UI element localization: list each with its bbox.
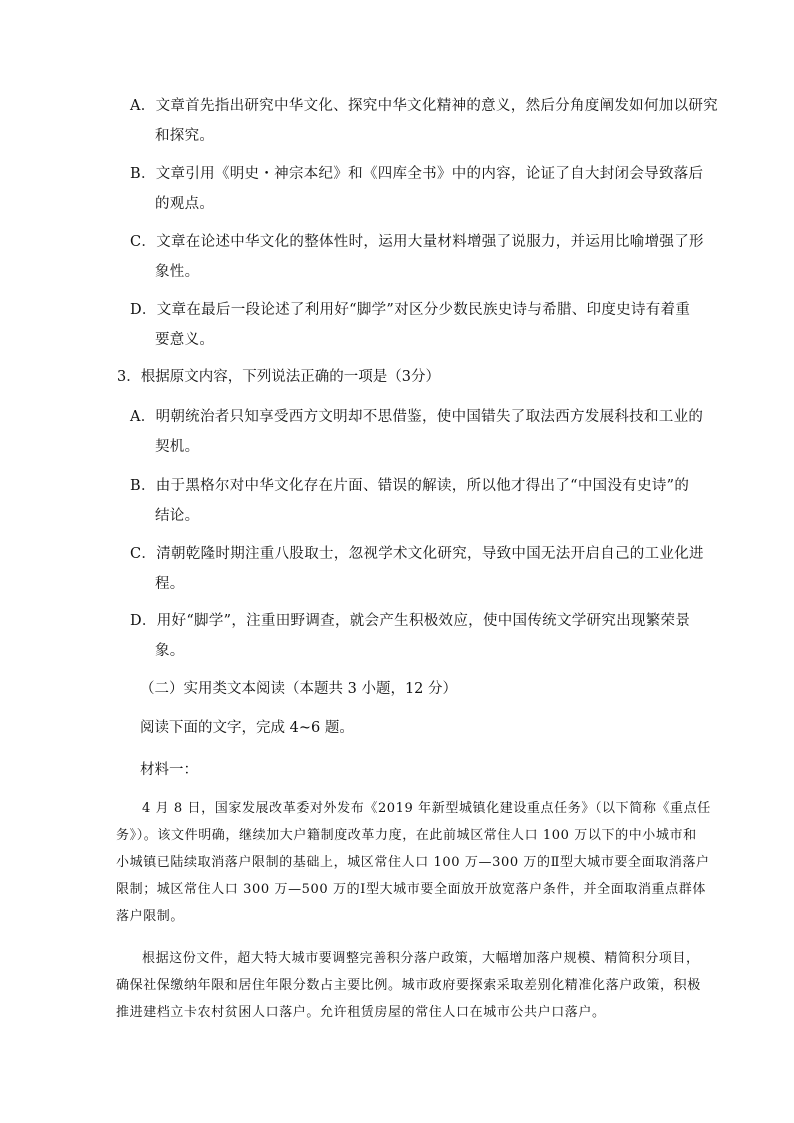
material-paragraph-1 — [116, 795, 711, 930]
q2-option-a — [130, 91, 718, 151]
paragraph-line: 落户限制。 — [116, 909, 185, 924]
option-text: C．文章在论述中华文化的整体性时，运用大量材料增强了说服力，并运用比喻增强了形 — [130, 234, 704, 250]
option-text-continued: 象。 — [155, 643, 185, 659]
paragraph-line: 限制；城区常住人口 300 万—500 万的Ⅰ型大城市要全面放开放宽落户条件，并全面取消重点群体 — [116, 882, 706, 897]
option-text-continued: 象性。 — [155, 264, 200, 280]
paragraph-line: 推进建档立卡农村贫困人口落户。允许租赁房屋的常住人口在城市公共户口落户。 — [116, 1005, 606, 1020]
q3-option-c — [130, 539, 704, 599]
q2-option-c — [130, 227, 704, 287]
option-text: C．清朝乾隆时期注重八股取士，忽视学术文化研究，导致中国无法开启自己的工业化进 — [130, 546, 704, 562]
option-text-continued: 和探究。 — [155, 128, 215, 144]
reading-instruction: 阅读下面的文字，完成 4~6 题。 — [140, 720, 354, 736]
paragraph-line: 4 月 8 日，国家发展改革委对外发布《2019 年新型城镇化建设重点任务》（以下简称《重点任 — [142, 801, 711, 816]
option-text-continued: 要意义。 — [155, 332, 215, 348]
option-text: B．文章引用《明史・神宗本纪》和《四库全书》中的内容，论证了自大封闭会导致落后 — [130, 166, 704, 182]
section-heading: （二）实用类文本阅读（本题共 3 小题，12 分） — [140, 681, 458, 697]
q3-option-d — [130, 606, 690, 666]
paragraph-line: 确保社保缴纳年限和居住年限分数占主要比例。城市政府要探索采取差别化精准化落户政策，积极 — [116, 978, 701, 993]
question-3-stem: 3．根据原文内容，下列说法正确的一项是（3分） — [117, 369, 440, 385]
option-text: A．明朝统治者只知享受西方文明却不思借鉴，使中国错失了取法西方发展科技和工业的 — [130, 409, 704, 425]
material-label: 材料一： — [140, 762, 198, 778]
paragraph-line: 务》）。该文件明确，继续加大户籍制度改革力度，在此前城区常住人口 100 万以下的中小城市和 — [116, 828, 697, 843]
paragraph-line: 小城镇已陆续取消落户限制的基础上，城区常住人口 100 万—300 万的Ⅱ型大城市要全面取消落户 — [116, 855, 710, 870]
material-paragraph-2 — [116, 945, 701, 1026]
option-text: D．文章在最后一段论述了利用好“脚学”对区分少数民族史诗与希腊、印度史诗有着重 — [130, 302, 691, 318]
option-text-continued: 的观点。 — [155, 196, 215, 212]
option-text: D．用好“脚学”，注重田野调查，就会产生积极效应，使中国传统文学研究出现繁荣景 — [130, 613, 691, 629]
option-text-continued: 结论。 — [155, 508, 200, 524]
option-text: B．由于黑格尔对中华文化存在片面、错误的解读，所以他才得出了“中国没有史诗”的 — [130, 478, 690, 494]
option-text-continued: 程。 — [155, 576, 185, 592]
option-text: A．文章首先指出研究中华文化、探究中华文化精神的意义，然后分角度阐发如何加以研究 — [130, 98, 718, 114]
paragraph-line: 根据这份文件，超大特大城市要调整完善积分落户政策，大幅增加落户规模、精简积分项目， — [142, 951, 700, 966]
q3-option-b — [130, 471, 690, 531]
q2-option-b — [130, 159, 704, 219]
q3-option-a — [130, 402, 704, 462]
q2-option-d — [130, 295, 690, 355]
option-text-continued: 契机。 — [155, 439, 200, 455]
